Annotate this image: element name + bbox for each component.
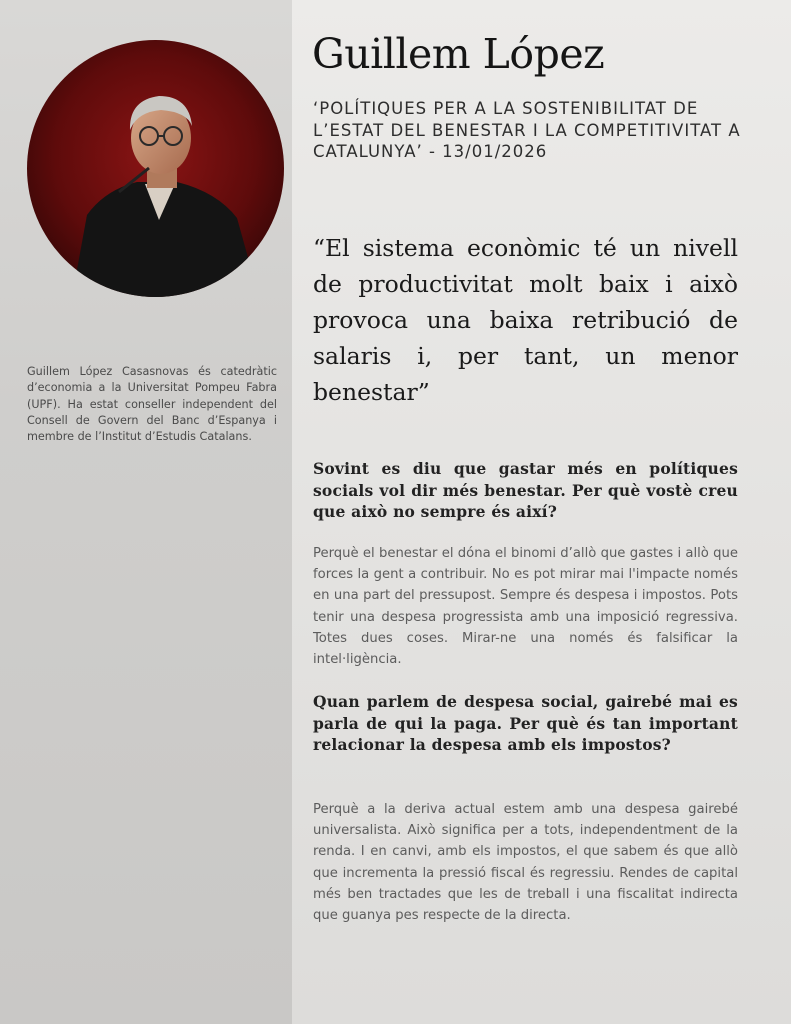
- bio-text: Guillem López Casasnovas és catedràtic d’economia a la Universitat Pompeu Fabra (UPF). Ha estat conseller independent del Consell de Govern del Banc d’Espanya i membre de l’Institut d’Estudis Catalans.: [27, 365, 277, 444]
- portrait-photo: [27, 40, 284, 297]
- answer-2: Perquè a la deriva actual estem amb una despesa gairebé universalista. Això significa per a tots, independentment de la renda. I en canvi, amb els impostos, el que sabem és que allò que incrementa la pressió fiscal és regressiu. Rendes de capital més ben tractades que les de treball i una fiscalitat indirecta que guanya pes respecte de la directa.: [313, 802, 738, 924]
- talk-title: ‘POLÍTIQUES PER A LA SOSTENIBILITAT DE L’ESTAT DEL BENESTAR I LA COMPETITIVITAT A CATALUNYA’ - 13/01/2026: [313, 99, 741, 161]
- answer-1: Perquè el benestar el dóna el binomi d’allò que gastes i allò que forces la gent a contribuir. No es pot mirar mai l'impacte només en una part del pressupost. Sempre és despesa i impostos. Pots tenir una despesa progressista amb una imposició regressiva. Totes dues coses. Mirar-ne una només és falsificar la intel·ligència.: [313, 546, 738, 668]
- question-1: Sovint es diu que gastar més en polítiques socials vol dir més benestar. Per què vostè creu que això no sempre és així?: [313, 459, 738, 521]
- pull-quote: “El sistema econòmic té un nivell de productivitat molt baix i això provoca una baixa retribució de salaris i, per tant, un menor benestar”: [313, 234, 738, 406]
- page-title: Guillem López: [312, 30, 605, 78]
- question-2: Quan parlem de despesa social, gairebé mai es parla de qui la paga. Per què és tan important relacionar la despesa amb els impostos?: [313, 692, 738, 754]
